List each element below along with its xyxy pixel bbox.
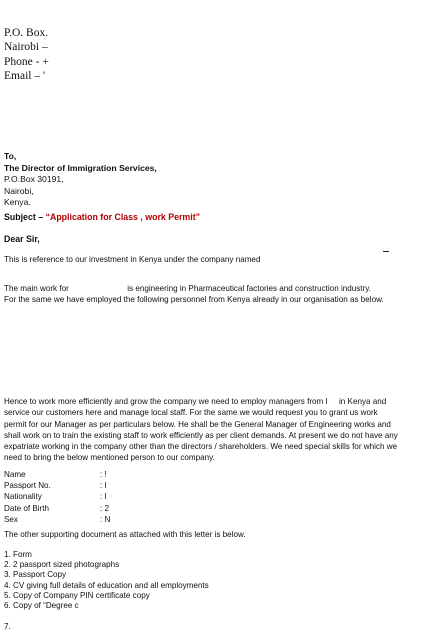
paragraph-main-work bbox=[4, 283, 440, 306]
redaction-dash bbox=[383, 251, 389, 252]
particular-row bbox=[4, 491, 110, 502]
particular-row bbox=[4, 480, 110, 491]
sender-address-block bbox=[4, 26, 49, 83]
particular-label: Sex bbox=[4, 514, 18, 524]
recipient-country: Kenya. bbox=[4, 197, 31, 208]
paragraph-line: permit for our Manager as per particulars below. He shall be the General Manager of Engineering works and bbox=[4, 419, 391, 429]
particular-label: Date of Birth bbox=[4, 503, 49, 513]
subject-line bbox=[4, 212, 200, 222]
supporting-documents-intro: The other supporting document as attached with this letter is below. bbox=[4, 530, 246, 539]
sender-phone: Phone - + bbox=[4, 55, 49, 68]
particular-label: Passport No. bbox=[4, 481, 51, 491]
list-item: 3. Passport Copy bbox=[4, 570, 67, 580]
paragraph-line: service our customers here and manage local staff. For the same we would request you to grant us work bbox=[4, 408, 378, 418]
list-item: 7. bbox=[4, 622, 11, 631]
list-item: 2. 2 passport sized photographs bbox=[4, 560, 120, 570]
sender-email: Email – ' bbox=[4, 69, 46, 82]
recipient-city: Nairobi, bbox=[4, 185, 34, 196]
recipient-to: To, bbox=[4, 151, 17, 161]
particular-row bbox=[4, 469, 110, 480]
particular-label: Nationality bbox=[4, 492, 42, 502]
particular-row bbox=[4, 503, 110, 514]
particular-value: : N bbox=[100, 514, 111, 524]
list-item: 5. Copy of Company PIN certificate copy bbox=[4, 590, 150, 600]
recipient-title: The Director of Immigration Services, bbox=[4, 162, 157, 173]
particulars-list bbox=[4, 469, 110, 525]
sender-po-box: P.O. Box. bbox=[4, 27, 49, 39]
particular-value: : 2 bbox=[100, 503, 109, 513]
sender-city: Nairobi – bbox=[4, 41, 48, 54]
particular-value: : ! bbox=[100, 470, 107, 479]
particular-label: Name bbox=[4, 470, 26, 479]
paragraph-line: The main work for is engineering in Pharmaceutical factories and construction industry. bbox=[4, 284, 371, 293]
particular-value: : I bbox=[100, 492, 107, 502]
paragraph-request bbox=[4, 396, 440, 464]
paragraph-line: shall work on to train the existing staff to work efficiently as per client demands. At present we do not have any bbox=[4, 430, 398, 440]
paragraph-reference: This is reference to our investment in Kenya under the company named bbox=[4, 255, 261, 264]
paragraph-line: Hence to work more efficiently and grow the company we need to employ managers from I in Kenya and bbox=[4, 397, 387, 406]
documents-list bbox=[4, 550, 209, 611]
paragraph-line: need to bring the below mentioned person to our company. bbox=[4, 453, 215, 463]
recipient-address-block bbox=[4, 151, 157, 209]
list-item: 4. CV giving full details of education and all employments bbox=[4, 580, 209, 590]
subject-label: Subject – bbox=[4, 212, 44, 222]
paragraph-line: For the same we have employed the following personnel from Kenya already in our organisation as below. bbox=[4, 295, 384, 305]
particular-row bbox=[4, 514, 110, 525]
recipient-po-box: P.O.Box 30191, bbox=[4, 174, 64, 185]
salutation: Dear Sir, bbox=[4, 234, 40, 244]
list-item: 6. Copy of “Degree c bbox=[4, 601, 79, 611]
paragraph-line: expatriate working in the company other than the directors / shareholders. We need special skills for which we bbox=[4, 442, 398, 452]
particular-value: : I bbox=[100, 481, 107, 491]
list-item: 1. Form bbox=[4, 550, 32, 559]
subject-text: “Application for Class , work Permit” bbox=[45, 212, 201, 222]
